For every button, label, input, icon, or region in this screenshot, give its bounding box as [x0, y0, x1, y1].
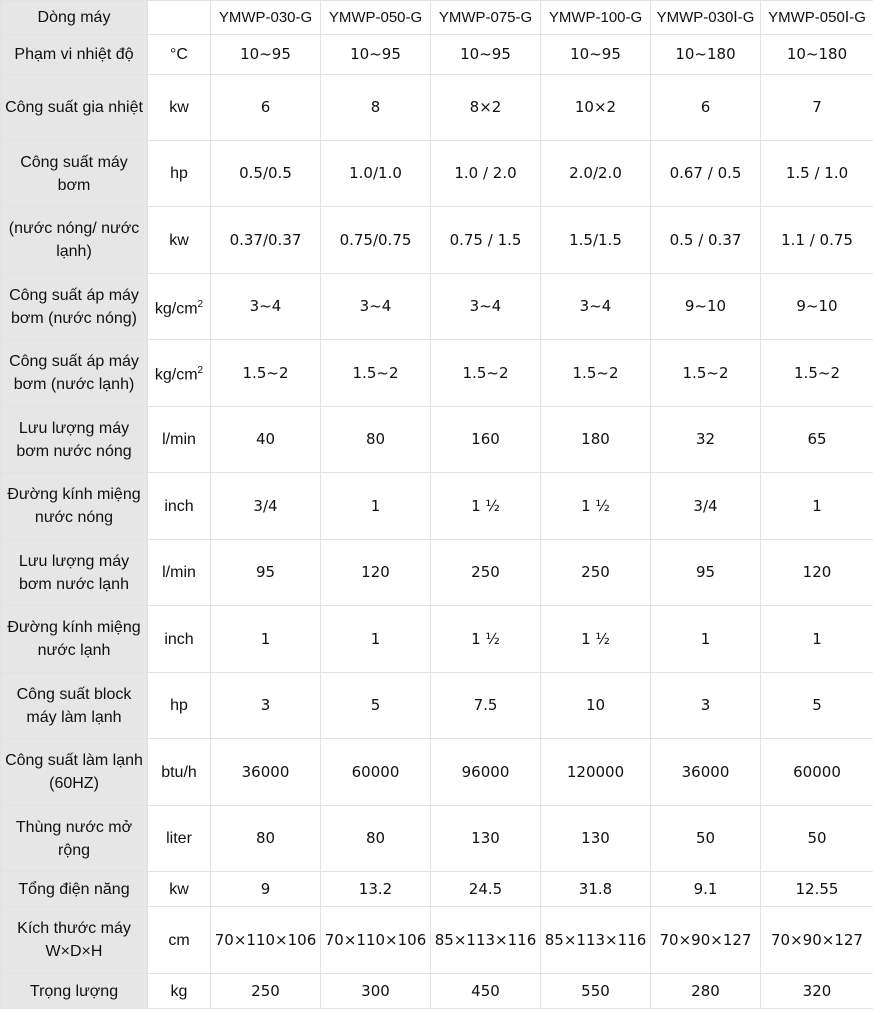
value-cell: 1.5/1.5 [541, 207, 651, 274]
unit-text: hp [170, 697, 188, 714]
unit-text: l/min [162, 564, 196, 581]
row-label-cell: Thùng nước mở rộng [1, 806, 148, 872]
unit-text: kw [169, 99, 189, 116]
value-cell: 1.5~2 [211, 340, 321, 407]
unit-cell [148, 207, 211, 274]
value-cell: 1.1 / 0.75 [761, 207, 873, 274]
table-row [1, 75, 873, 141]
unit-text: kg [170, 982, 188, 1000]
row-label-cell: Công suất làm lạnh (60HZ) [1, 739, 148, 806]
table-row [1, 35, 873, 75]
value-cell: 250 [431, 540, 541, 606]
value-cell: 13.2 [321, 872, 431, 907]
value-cell: 10~95 [431, 35, 541, 75]
unit-cell [148, 673, 211, 739]
value-cell: 7.5 [431, 673, 541, 739]
value-cell: 3~4 [431, 274, 541, 340]
value-cell: 280 [651, 974, 761, 1009]
table-row [1, 141, 873, 207]
header-label-cell: Dòng máy [1, 1, 148, 35]
value-cell: 65 [761, 407, 873, 473]
value-cell: 1 ½ [541, 606, 651, 673]
value-cell: 3~4 [541, 274, 651, 340]
table-row [1, 907, 873, 974]
value-cell: 31.8 [541, 872, 651, 907]
value-cell: 50 [651, 806, 761, 872]
value-cell: 70×90×127 [651, 907, 761, 974]
table-row [1, 606, 873, 673]
value-cell: 70×110×106 [321, 907, 431, 974]
unit-cell [148, 340, 211, 407]
unit-text: inch [164, 497, 194, 515]
unit-cell [148, 35, 211, 75]
table-row [1, 473, 873, 540]
value-cell: 250 [541, 540, 651, 606]
value-cell: 85×113×116 [431, 907, 541, 974]
value-cell: 130 [541, 806, 651, 872]
value-cell: 9.1 [651, 872, 761, 907]
value-cell: 120000 [541, 739, 651, 806]
value-cell: 24.5 [431, 872, 541, 907]
value-cell: 10~180 [761, 35, 873, 75]
value-cell: 60000 [321, 739, 431, 806]
unit-cell [148, 606, 211, 673]
value-cell: 6 [211, 75, 321, 141]
unit-cell [148, 974, 211, 1009]
value-cell: 10 [541, 673, 651, 739]
unit-cell [148, 806, 211, 872]
table-row [1, 806, 873, 872]
model-name-cell: YMWP-050Ⅰ-G [761, 1, 873, 35]
table-row [1, 739, 873, 806]
value-cell: 7 [761, 75, 873, 141]
value-cell: 1 [761, 473, 873, 540]
value-cell: 550 [541, 974, 651, 1009]
value-cell: 6 [651, 75, 761, 141]
value-cell: 2.0/2.0 [541, 141, 651, 207]
row-label-cell: Phạm vi nhiệt độ [1, 35, 148, 75]
unit-cell [148, 141, 211, 207]
table-row [1, 872, 873, 907]
unit-superscript: 2 [197, 298, 204, 310]
value-cell: 96000 [431, 739, 541, 806]
value-cell: 8 [321, 75, 431, 141]
value-cell: 12.55 [761, 872, 873, 907]
value-cell: 50 [761, 806, 873, 872]
unit-text: l/min [162, 431, 196, 448]
table-row [1, 207, 873, 274]
value-cell: 1.5~2 [541, 340, 651, 407]
value-cell: 1.0/1.0 [321, 141, 431, 207]
value-cell: 1 [321, 473, 431, 540]
value-cell: 70×110×106 [211, 907, 321, 974]
value-cell: 320 [761, 974, 873, 1009]
row-label-cell: (nước nóng/ nước lạnh) [1, 207, 148, 274]
row-label-cell: Công suất máy bơm [1, 141, 148, 207]
row-label-cell: Lưu lượng máy bơm nước lạnh [1, 540, 148, 606]
row-label-cell: Lưu lượng máy bơm nước nóng [1, 407, 148, 473]
value-cell: 1 ½ [431, 606, 541, 673]
unit-text: kw [169, 880, 189, 898]
table-row [1, 673, 873, 739]
value-cell: 1 [321, 606, 431, 673]
value-cell: 3~4 [321, 274, 431, 340]
value-cell: 5 [321, 673, 431, 739]
unit-text: kw [169, 231, 189, 249]
unit-cell [148, 1, 211, 35]
value-cell: 10~95 [211, 35, 321, 75]
value-cell: 3/4 [651, 473, 761, 540]
unit-text: inch [164, 630, 194, 648]
unit-text: kg/cm [154, 300, 198, 318]
value-cell: 300 [321, 974, 431, 1009]
value-cell: 80 [211, 806, 321, 872]
value-cell: 5 [761, 673, 873, 739]
value-cell: 0.5/0.5 [211, 141, 321, 207]
value-cell: 85×113×116 [541, 907, 651, 974]
model-name-cell: YMWP-030Ⅰ-G [651, 1, 761, 35]
unit-cell [148, 872, 211, 907]
unit-cell [148, 75, 211, 141]
value-cell: 10~95 [321, 35, 431, 75]
row-label-cell: Công suất áp máy bơm (nước lạnh) [1, 340, 148, 407]
value-cell: 0.75 / 1.5 [431, 207, 541, 274]
table-row [1, 540, 873, 606]
unit-text: btu/h [161, 763, 197, 781]
value-cell: 95 [651, 540, 761, 606]
value-cell: 1 [651, 606, 761, 673]
value-cell: 70×90×127 [761, 907, 873, 974]
row-label-cell: Trọng lượng [1, 974, 148, 1009]
value-cell: 0.5 / 0.37 [651, 207, 761, 274]
row-label-cell: Công suất gia nhiệt [1, 75, 148, 141]
value-cell: 8×2 [431, 75, 541, 141]
value-cell: 180 [541, 407, 651, 473]
table-row [1, 974, 873, 1009]
value-cell: 120 [321, 540, 431, 606]
value-cell: 80 [321, 806, 431, 872]
value-cell: 1.5~2 [761, 340, 873, 407]
unit-cell [148, 907, 211, 974]
table-header-row [1, 1, 873, 35]
value-cell: 3 [211, 673, 321, 739]
value-cell: 10~95 [541, 35, 651, 75]
value-cell: 1 [211, 606, 321, 673]
unit-text: °C [170, 46, 188, 63]
row-label-cell: Công suất áp máy bơm (nước nóng) [1, 274, 148, 340]
unit-text: liter [166, 830, 192, 847]
value-cell: 32 [651, 407, 761, 473]
unit-cell [148, 739, 211, 806]
value-cell: 1 ½ [431, 473, 541, 540]
row-label-cell: Kích thước máy W×D×H [1, 907, 148, 974]
value-cell: 95 [211, 540, 321, 606]
value-cell: 0.75/0.75 [321, 207, 431, 274]
model-name-cell: YMWP-100-G [541, 1, 651, 35]
value-cell: 80 [321, 407, 431, 473]
table-row [1, 340, 873, 407]
unit-text: kg/cm [154, 366, 198, 384]
value-cell: 1 ½ [541, 473, 651, 540]
row-label-cell: Tổng điện năng [1, 872, 148, 907]
value-cell: 36000 [651, 739, 761, 806]
value-cell: 120 [761, 540, 873, 606]
value-cell: 0.37/0.37 [211, 207, 321, 274]
value-cell: 250 [211, 974, 321, 1009]
value-cell: 1.0 / 2.0 [431, 141, 541, 207]
unit-superscript: 2 [197, 365, 204, 377]
model-name-cell: YMWP-030-G [211, 1, 321, 35]
value-cell: 1 [761, 606, 873, 673]
value-cell: 160 [431, 407, 541, 473]
unit-cell [148, 540, 211, 606]
value-cell: 1.5~2 [321, 340, 431, 407]
value-cell: 0.67 / 0.5 [651, 141, 761, 207]
value-cell: 3~4 [211, 274, 321, 340]
value-cell: 1.5~2 [651, 340, 761, 407]
unit-text: hp [170, 165, 188, 182]
value-cell: 9 [211, 872, 321, 907]
row-label-cell: Đường kính miệng nước lạnh [1, 606, 148, 673]
table-row [1, 407, 873, 473]
unit-cell [148, 407, 211, 473]
value-cell: 1.5 / 1.0 [761, 141, 873, 207]
value-cell: 40 [211, 407, 321, 473]
unit-cell [148, 473, 211, 540]
row-label-cell: Đường kính miệng nước nóng [1, 473, 148, 540]
unit-text: cm [168, 931, 190, 949]
value-cell: 10~180 [651, 35, 761, 75]
value-cell: 36000 [211, 739, 321, 806]
value-cell: 450 [431, 974, 541, 1009]
value-cell: 3/4 [211, 473, 321, 540]
spec-table-body [1, 1, 873, 1009]
value-cell: 9~10 [761, 274, 873, 340]
row-label-cell: Công suất block máy làm lạnh [1, 673, 148, 739]
value-cell: 9~10 [651, 274, 761, 340]
value-cell: 130 [431, 806, 541, 872]
value-cell: 3 [651, 673, 761, 739]
model-name-cell: YMWP-050-G [321, 1, 431, 35]
value-cell: 10×2 [541, 75, 651, 141]
unit-cell [148, 274, 211, 340]
model-name-cell: YMWP-075-G [431, 1, 541, 35]
table-row [1, 274, 873, 340]
value-cell: 60000 [761, 739, 873, 806]
value-cell: 1.5~2 [431, 340, 541, 407]
